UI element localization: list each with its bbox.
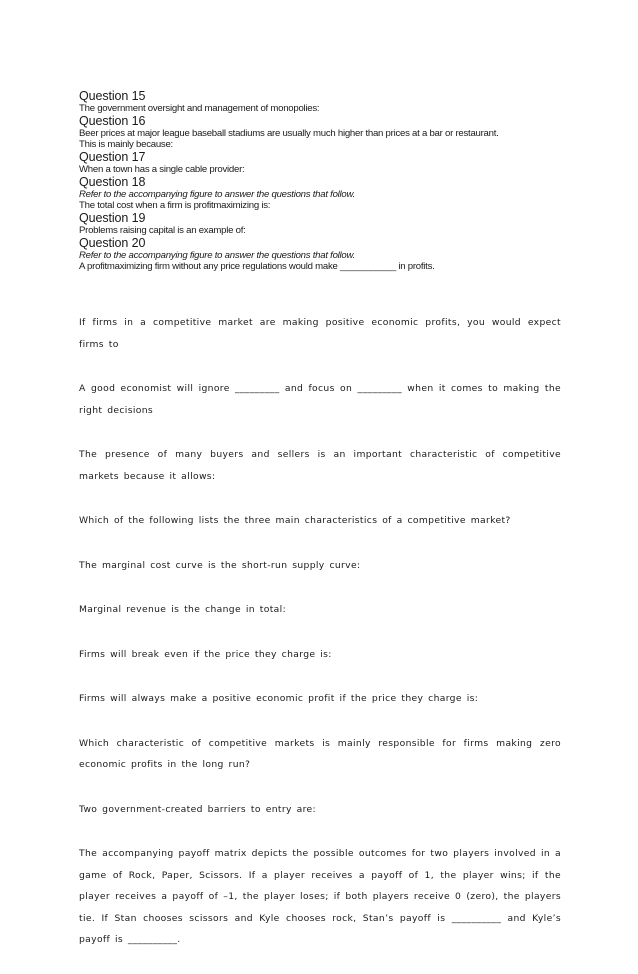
question-item: Which of the following lists the three main characteristics of a competitive market?: [79, 515, 511, 526]
question-item: The presence of many buyers and sellers is an important characteristic of competitive markets because it allows:: [79, 449, 561, 482]
question-block: [79, 114, 579, 150]
question-text: A profitmaximizing firm without any price regulations would make ___________ in profits.: [79, 261, 435, 272]
question-title: Question 20: [79, 236, 146, 250]
question-title: Question 18: [79, 175, 146, 189]
question-block: [79, 175, 579, 211]
question-title: Question 17: [79, 150, 146, 164]
question-text: The total cost when a firm is profitmaximizing is:: [79, 200, 271, 211]
question-item: Firms will always make a positive economic profit if the price they charge is:: [79, 693, 479, 704]
question-reference: Refer to the accompanying figure to answer the questions that follow.: [79, 189, 356, 200]
question-items: [79, 312, 561, 974]
question-block: [79, 150, 579, 175]
question-text: The government oversight and management of monopolies:: [79, 103, 320, 114]
question-block: [79, 211, 579, 236]
question-text: Beer prices at major league baseball stadiums are usually much higher than prices at a bar or restaurant.: [79, 128, 499, 139]
question-block: [79, 89, 579, 114]
question-item: The accompanying payoff matrix depicts the possible outcomes for two players involved in a game of Rock, Paper, Scissors. If a player receives a payoff of 1, the player wins; if the player receives a payoff of –1, the player loses; if both players receive 0 (zero), the players tie. If Stan chooses scissors and Kyle chooses rock, Stan’s payoff is __________ and Kyle’s payoff is __________.: [79, 848, 561, 945]
question-list: [79, 89, 579, 272]
question-item: The marginal cost curve is the short-run supply curve:: [79, 559, 361, 571]
question-reference: Refer to the accompanying figure to answer the questions that follow.: [79, 250, 356, 261]
question-title: Question 19: [79, 211, 146, 225]
question-item: If firms in a competitive market are making positive economic profits, you would expect firms to: [79, 317, 561, 350]
question-item: Firms will break even if the price they charge is:: [79, 648, 332, 660]
question-text: Problems raising capital is an example of:: [79, 225, 246, 236]
question-title: Question 15: [79, 89, 146, 103]
question-title: Question 16: [79, 114, 146, 128]
question-item: Which characteristic of competitive markets is mainly responsible for firms making zero economic profits in the long run?: [79, 737, 561, 770]
question-item: A good economist will ignore _________ and focus on _________ when it comes to making the right decisions: [79, 383, 561, 416]
question-item: Two government-created barriers to entry are:: [79, 803, 316, 815]
question-text: This is mainly because:: [79, 139, 173, 150]
question-block: [79, 236, 579, 272]
question-item: Marginal revenue is the change in total:: [79, 604, 287, 615]
question-text: When a town has a single cable provider:: [79, 164, 245, 175]
